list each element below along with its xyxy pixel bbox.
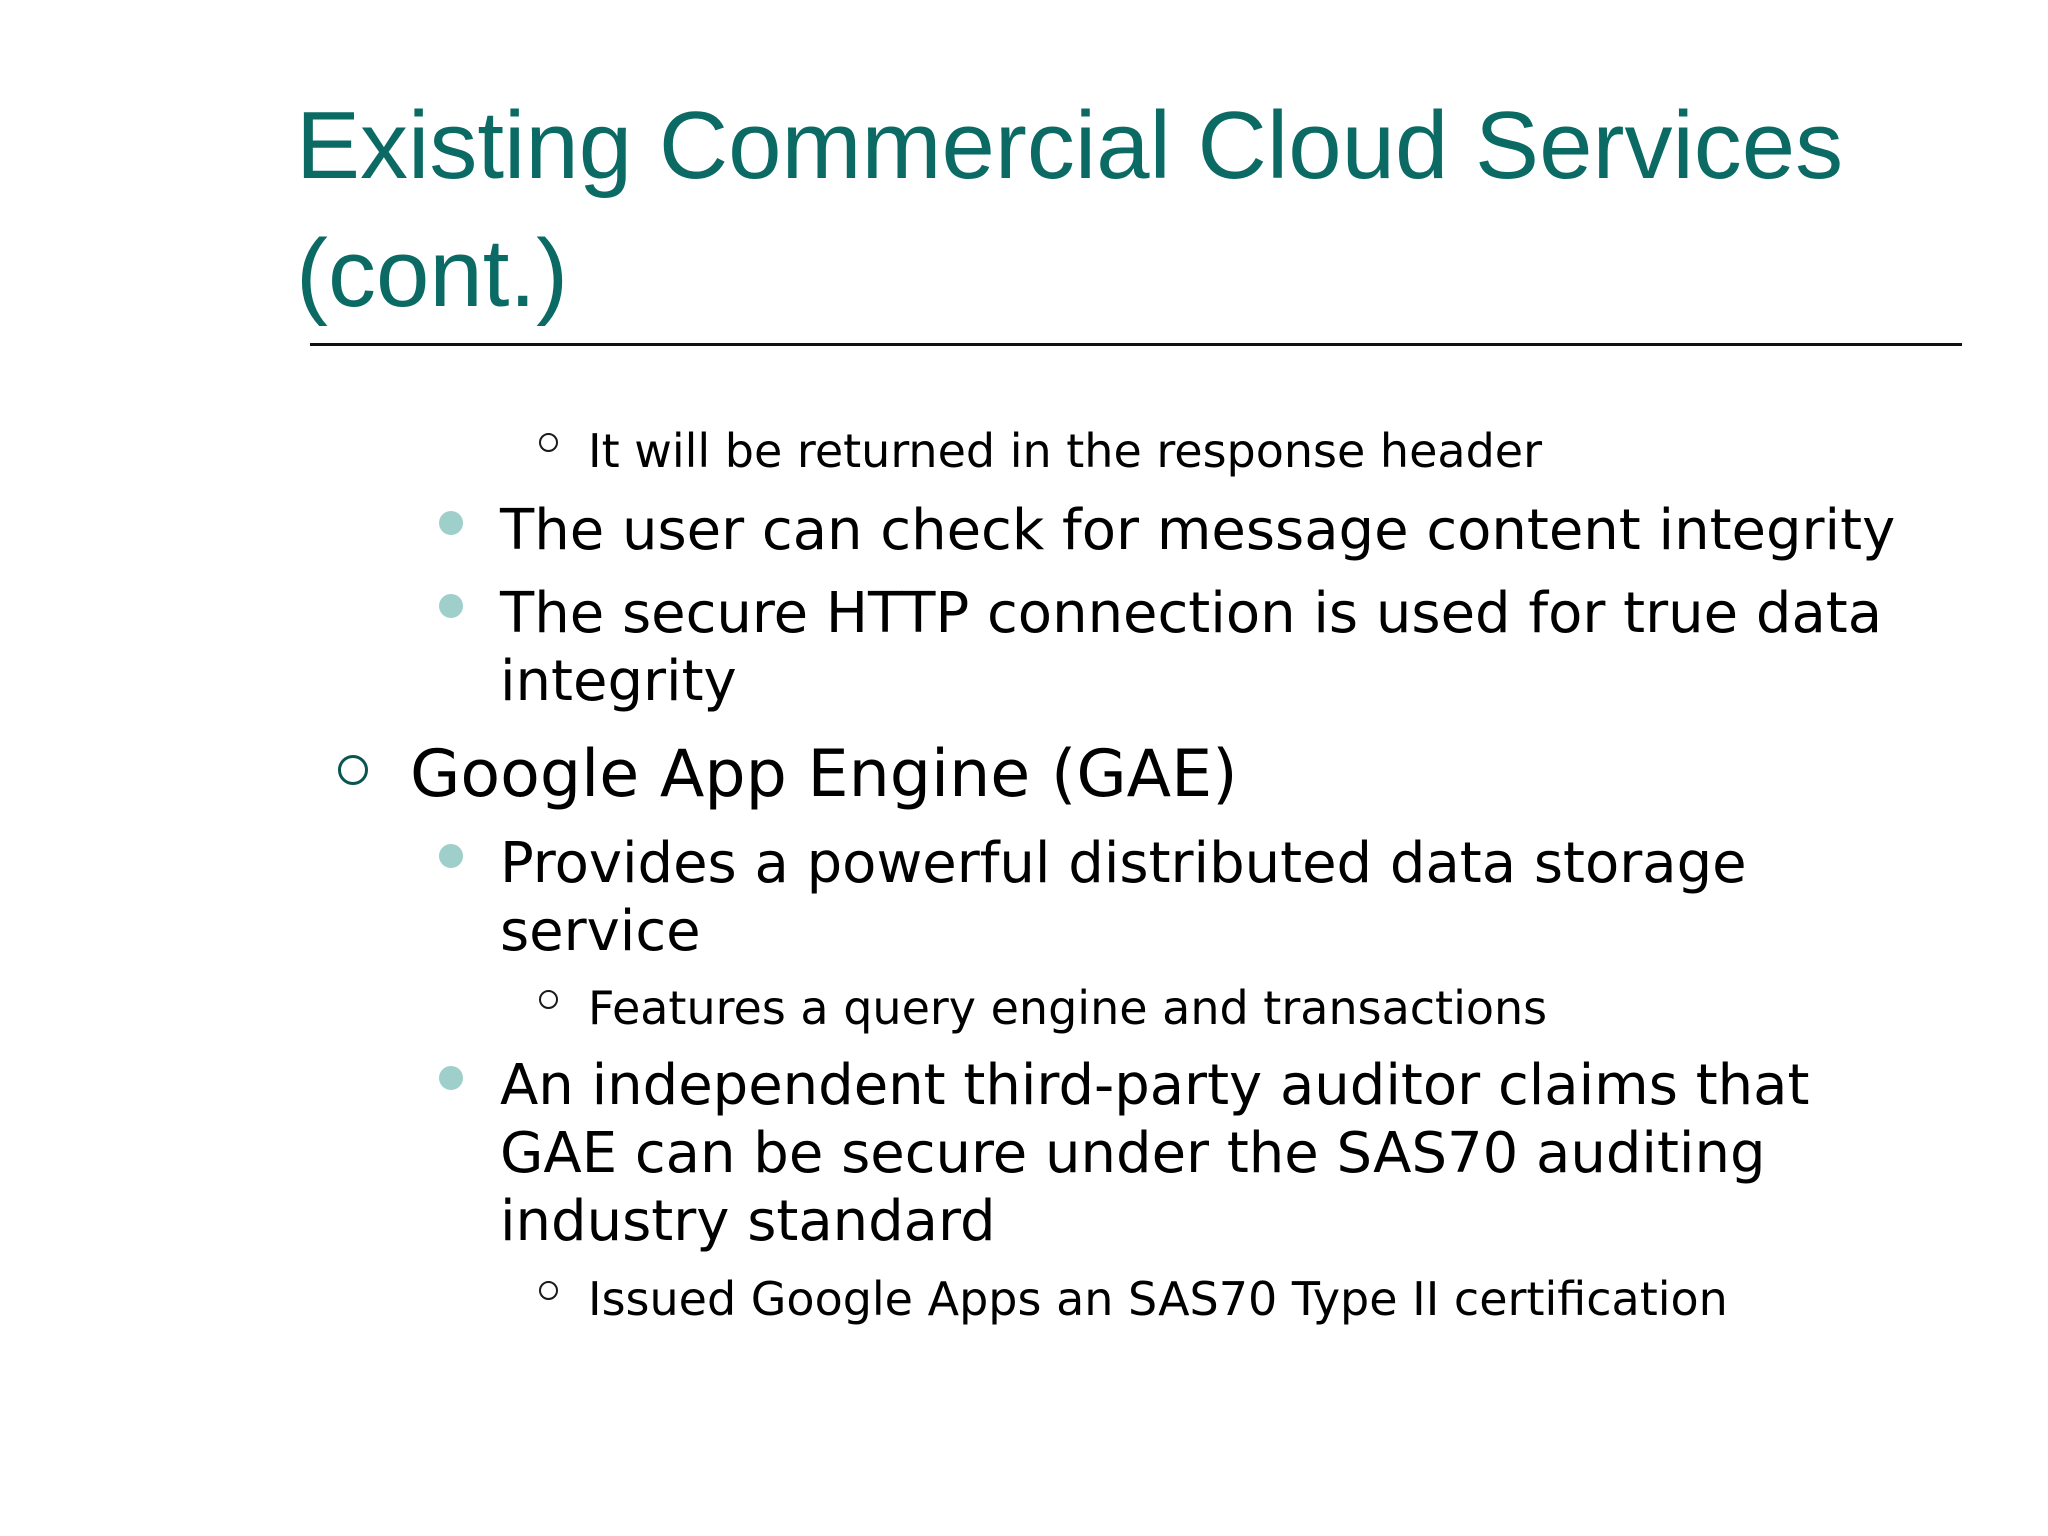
hollow-circle-bullet-icon	[539, 433, 558, 452]
slide-title: Existing Commercial Cloud Services (cont.)	[296, 92, 1844, 327]
list-item-text: Google App Engine (GAE)	[410, 737, 1238, 812]
filled-dot-bullet-icon	[439, 511, 463, 535]
filled-dot-bullet-icon	[439, 844, 463, 868]
list-item-text: The user can check for message content integrity	[500, 498, 1896, 563]
list-item	[500, 580, 1940, 716]
hollow-circle-bullet-icon	[539, 990, 558, 1009]
filled-dot-bullet-icon	[439, 594, 463, 618]
list-item	[500, 497, 2000, 565]
filled-dot-bullet-icon	[439, 1066, 463, 1090]
list-item	[588, 423, 2008, 479]
list-item-text: The secure HTTP connection is used for true data integrity	[500, 581, 1883, 714]
list-item	[500, 830, 1860, 966]
list-item-text: Issued Google Apps an SAS70 Type II certification	[588, 1272, 1728, 1326]
hollow-circle-bullet-icon	[539, 1281, 558, 1300]
list-item	[500, 1052, 1920, 1256]
hollow-circle-bullet-icon	[338, 755, 368, 785]
list-item	[410, 733, 1970, 817]
list-item	[588, 980, 2008, 1036]
list-item-text: It will be returned in the response header	[588, 424, 1542, 478]
list-item-text: An independent third-party auditor claims that GAE can be secure under the SAS70 auditing industry standard	[500, 1053, 1810, 1254]
list-item	[588, 1271, 2008, 1327]
list-item-text: Provides a powerful distributed data storage service	[500, 831, 1747, 964]
list-item-text: Features a query engine and transactions	[588, 981, 1548, 1035]
